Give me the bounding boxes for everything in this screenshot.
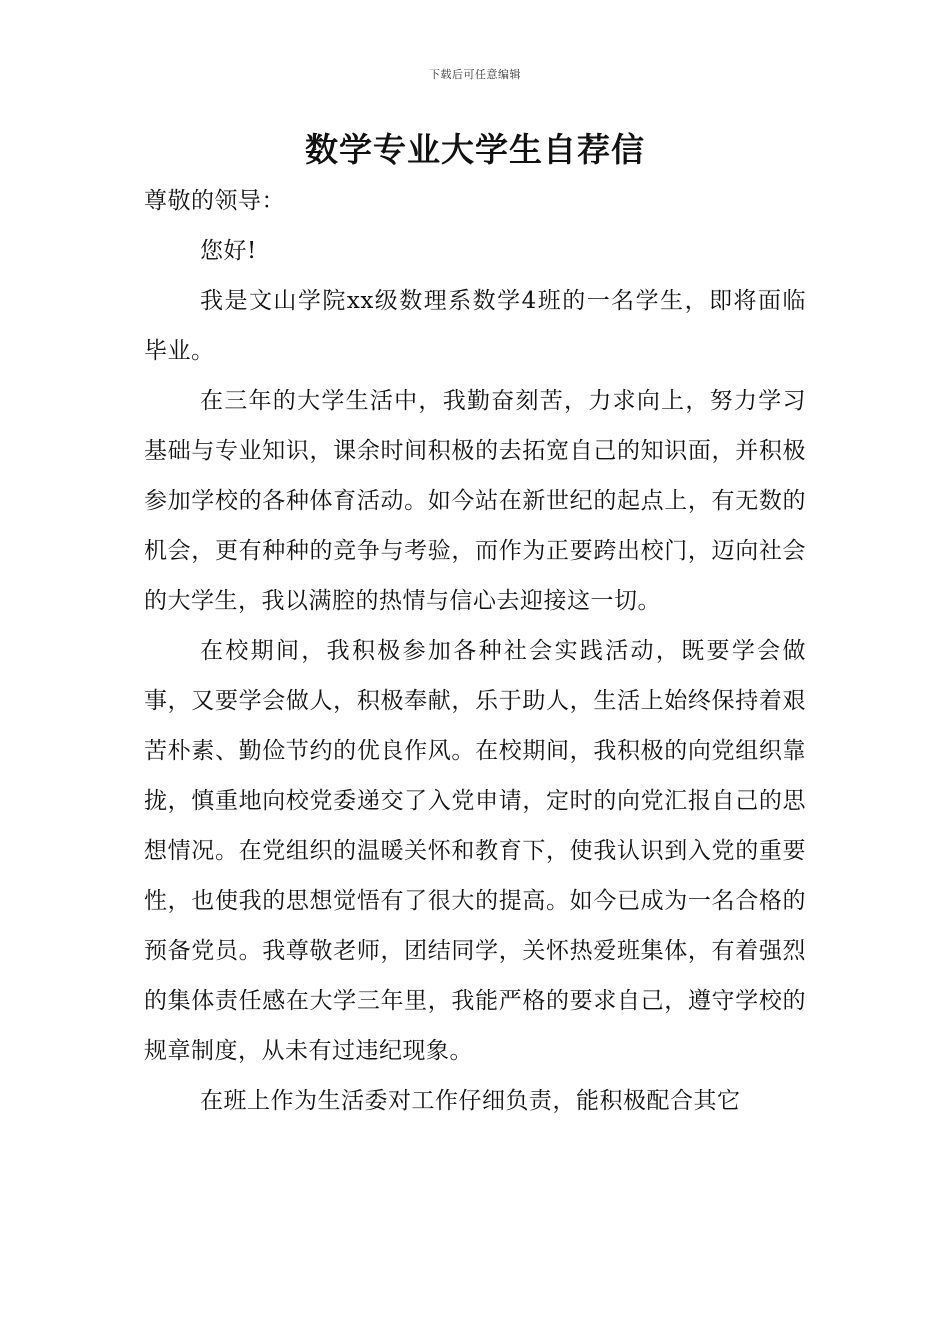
document-title: 数学专业大学生自荐信 (305, 130, 645, 169)
campus-life-paragraph: 在校期间，我积极参加各种社会实践活动，既要学会做事，又要学会做人，积极奉献，乐于助人，生活上始终保持着艰苦朴素、勤俭节约的优良作风。在校期间，我积极的向党组织靠拢，慎重地向校党委递交了入党申请，定时的向党汇报自己的思想情况。在党组织的温暖关怀和教育下，使我认识到入党的重要性，也使我的思想觉悟有了很大的提高。如今已成为一名合格的预备党员。我尊敬老师，团结同学，关怀热爱班集体，有着强烈的集体责任感在大学三年里，我能严格的要求自己，遵守学校的规章制度，从未有过违纪现象。 (144, 638, 806, 1064)
study-paragraph: 在三年的大学生活中，我勤奋刻苦，力求向上，努力学习基础与专业知识，课余时间积极的去拓宽自己的知识面，并积极参加学校的各种体育活动。如今站在新世纪的起点上，有无数的机会，更有种种的竞争与考验，而作为正要跨出校门，迈向社会的大学生，我以满腔的热情与信心去迎接这一切。 (144, 388, 806, 614)
class-role-paragraph: 在班上作为生活委对工作仔细负责，能积极配合其它 (200, 1088, 741, 1114)
salutation: 尊敬的领导： (144, 188, 285, 214)
intro-paragraph: 我是文山学院xx级数理系数学4班的一名学生，即将面临毕业。 (144, 288, 806, 364)
header-note: 下载后可任意编辑 (429, 68, 521, 81)
greeting-paragraph: 您好! (200, 238, 257, 264)
letter-body (144, 176, 806, 1126)
